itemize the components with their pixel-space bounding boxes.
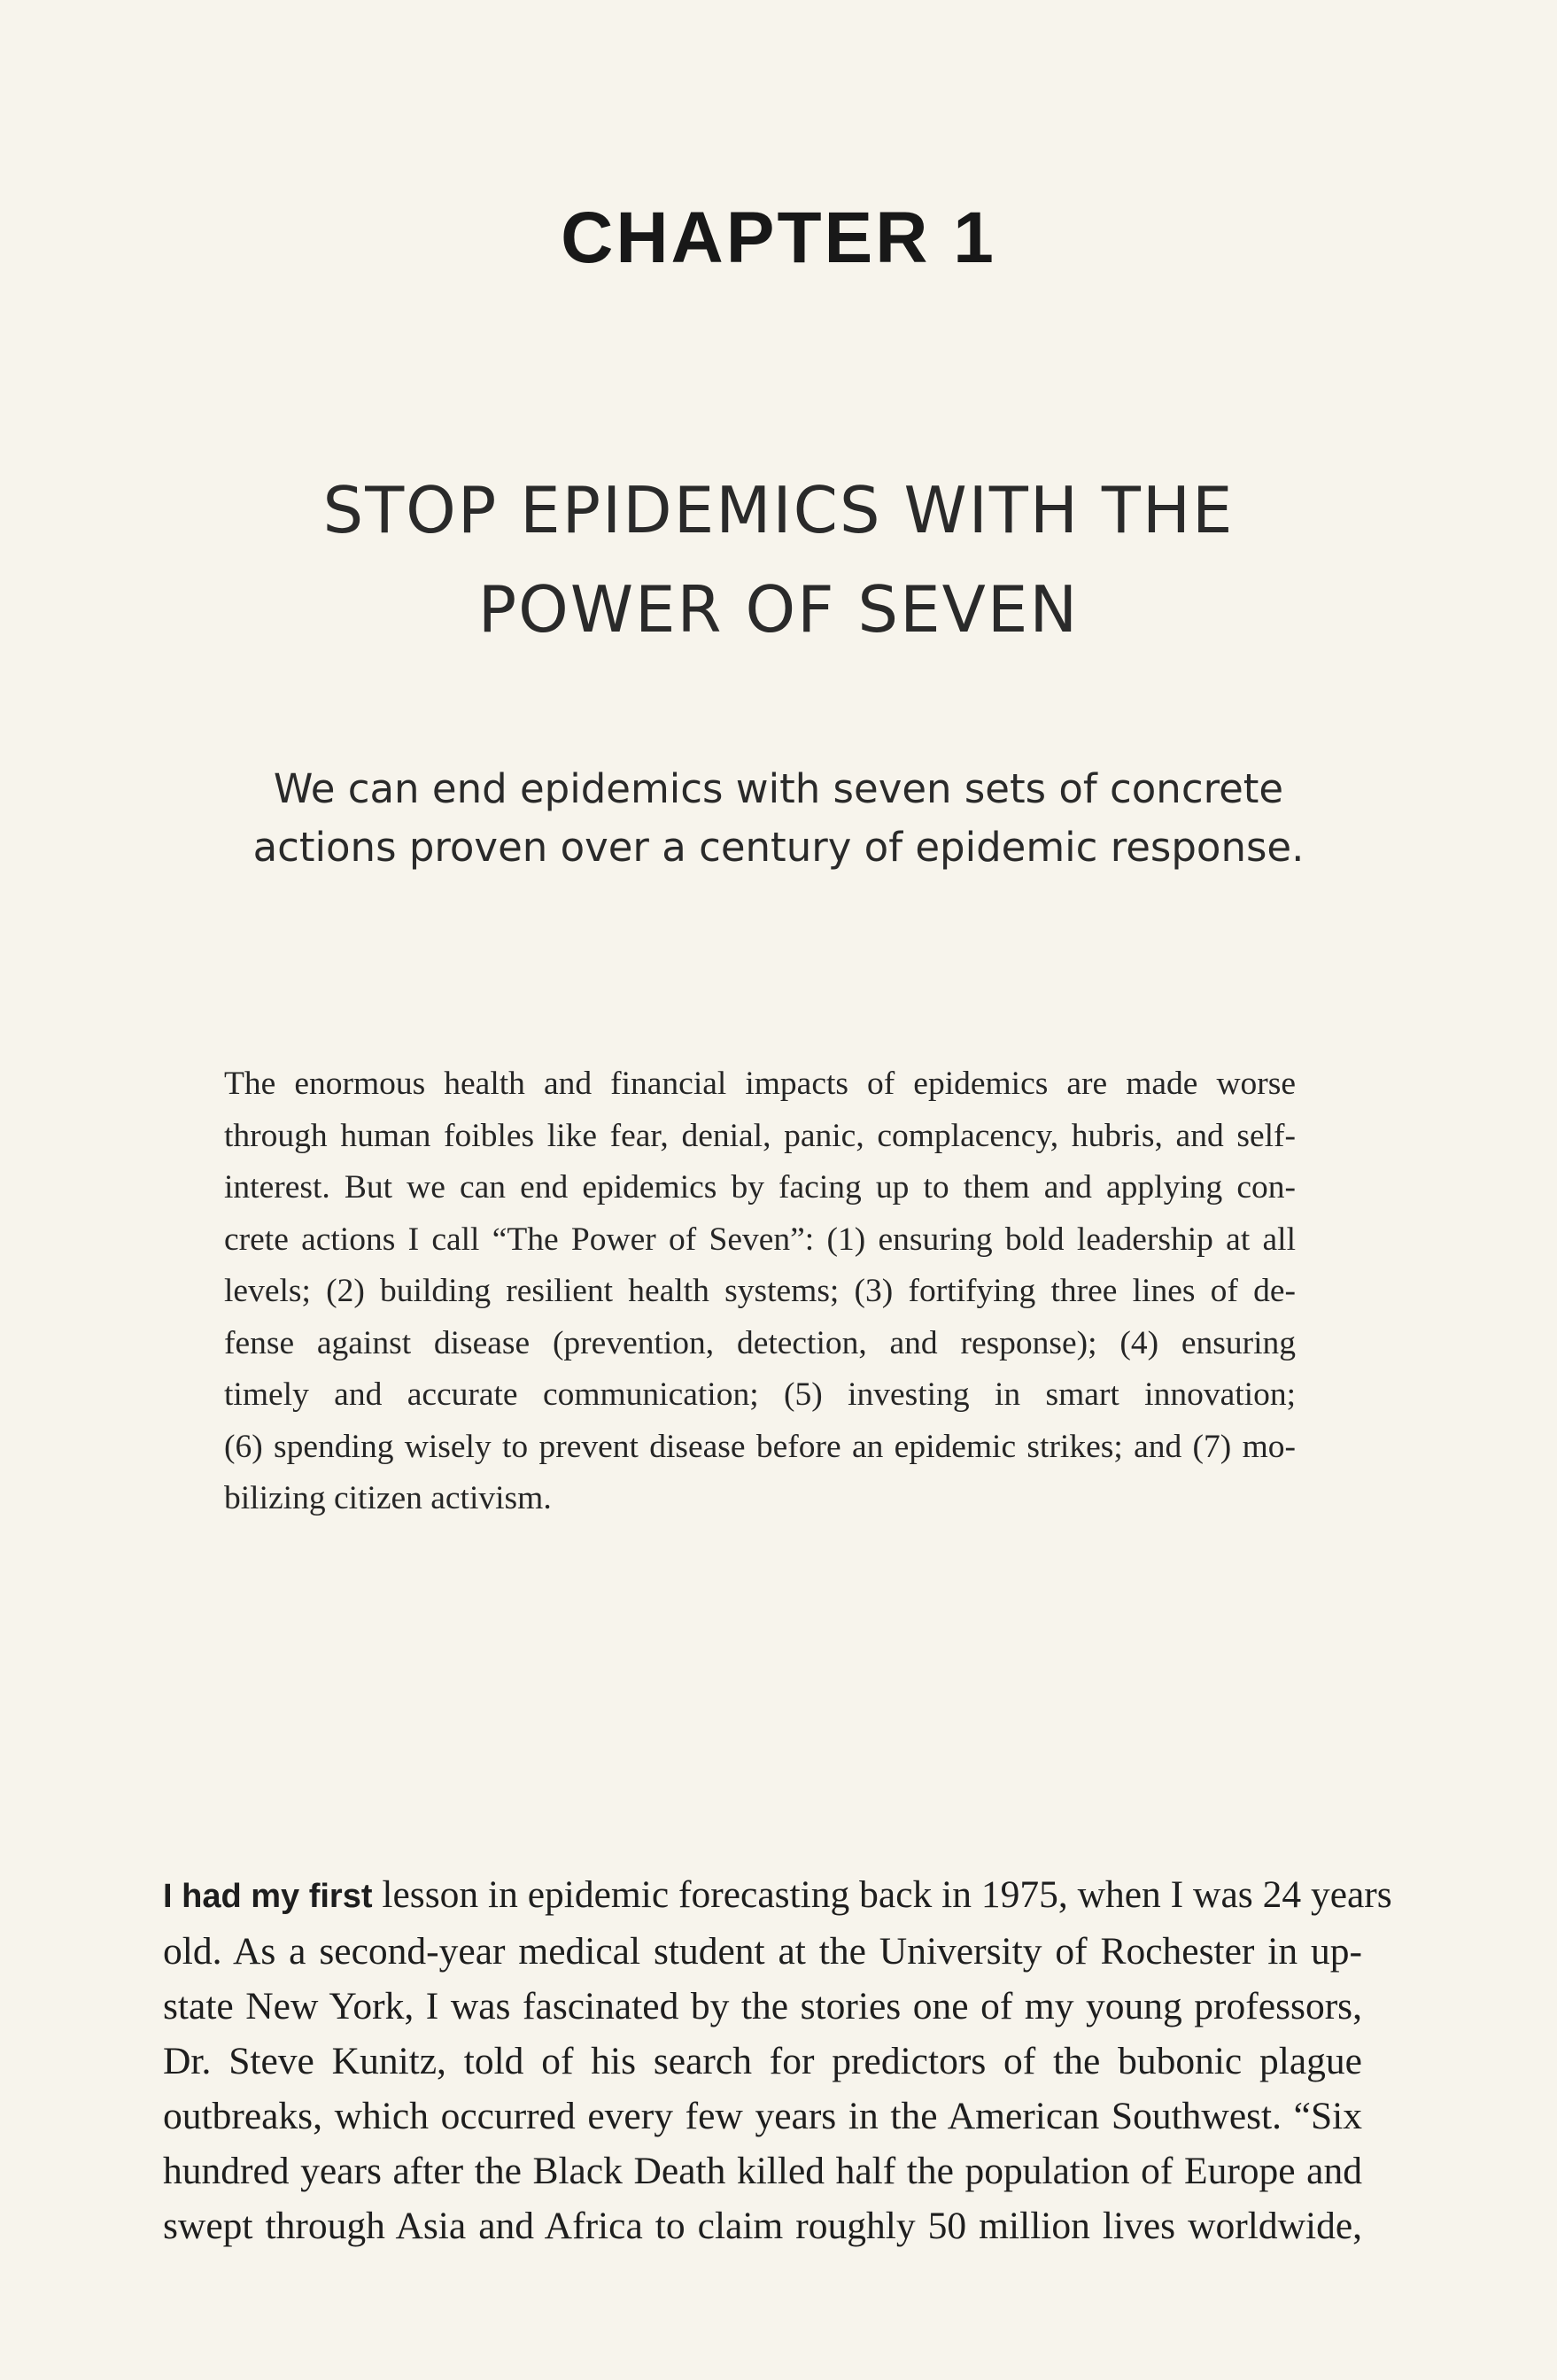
body-line-7: swept through Asia and Africa to claim roughly 50 million lives worldwide, <box>163 2205 1362 2247</box>
epigraph-line-2: actions proven over a century of epidemic response. <box>252 824 1305 871</box>
summary-line-8: (6) spending wisely to prevent disease before an epidemic strikes; and (7) mo- <box>224 1428 1296 1465</box>
summary-line-6: fense against disease (prevention, detection, and response); (4) ensuring <box>224 1324 1296 1361</box>
body-lead-in: I had my first <box>163 1878 373 1915</box>
chapter-title-line-1: STOP EPIDEMICS WITH THE <box>322 473 1235 547</box>
chapter-epigraph <box>0 760 1557 877</box>
chapter-title <box>0 461 1557 659</box>
body-line-1 <box>163 1867 1392 1924</box>
body-text <box>163 1867 1392 2253</box>
chapter-summary <box>224 1058 1296 1525</box>
summary-line-7: timely and accurate communication; (5) investing in smart innovation; <box>224 1376 1296 1413</box>
body-line-3: state New York, I was fascinated by the stories one of my young professors, <box>163 1985 1362 2027</box>
body-line-2: old. As a second-year medical student at the University of Rochester in up- <box>163 1930 1362 1973</box>
body-line-1-rest: lesson in epidemic forecasting back in 1975, when I was 24 years <box>372 1873 1392 1916</box>
chapter-title-line-2: POWER OF SEVEN <box>477 572 1080 647</box>
body-line-5: outbreaks, which occurred every few years in the American Southwest. “Six <box>163 2095 1362 2137</box>
body-line-6: hundred years after the Black Death killed half the population of Europe and <box>163 2150 1362 2192</box>
summary-line-5: levels; (2) building resilient health systems; (3) fortifying three lines of de- <box>224 1273 1296 1309</box>
summary-line-9: bilizing citizen activism. <box>224 1480 552 1516</box>
chapter-label: CHAPTER 1 <box>561 198 996 278</box>
body-line-4: Dr. Steve Kunitz, told of his search for predictors of the bubonic plague <box>163 2040 1362 2082</box>
epigraph-line-1: We can end epidemics with seven sets of concrete <box>273 765 1284 812</box>
summary-line-3: interest. But we can end epidemics by facing up to them and applying con- <box>224 1169 1296 1206</box>
summary-line-1: The enormous health and financial impacts of epidemics are made worse <box>224 1066 1296 1102</box>
summary-line-4: crete actions I call “The Power of Seven”: (1) ensuring bold leadership at all <box>224 1221 1296 1258</box>
summary-line-2: through human foibles like fear, denial, panic, complacency, hubris, and self- <box>224 1117 1296 1154</box>
